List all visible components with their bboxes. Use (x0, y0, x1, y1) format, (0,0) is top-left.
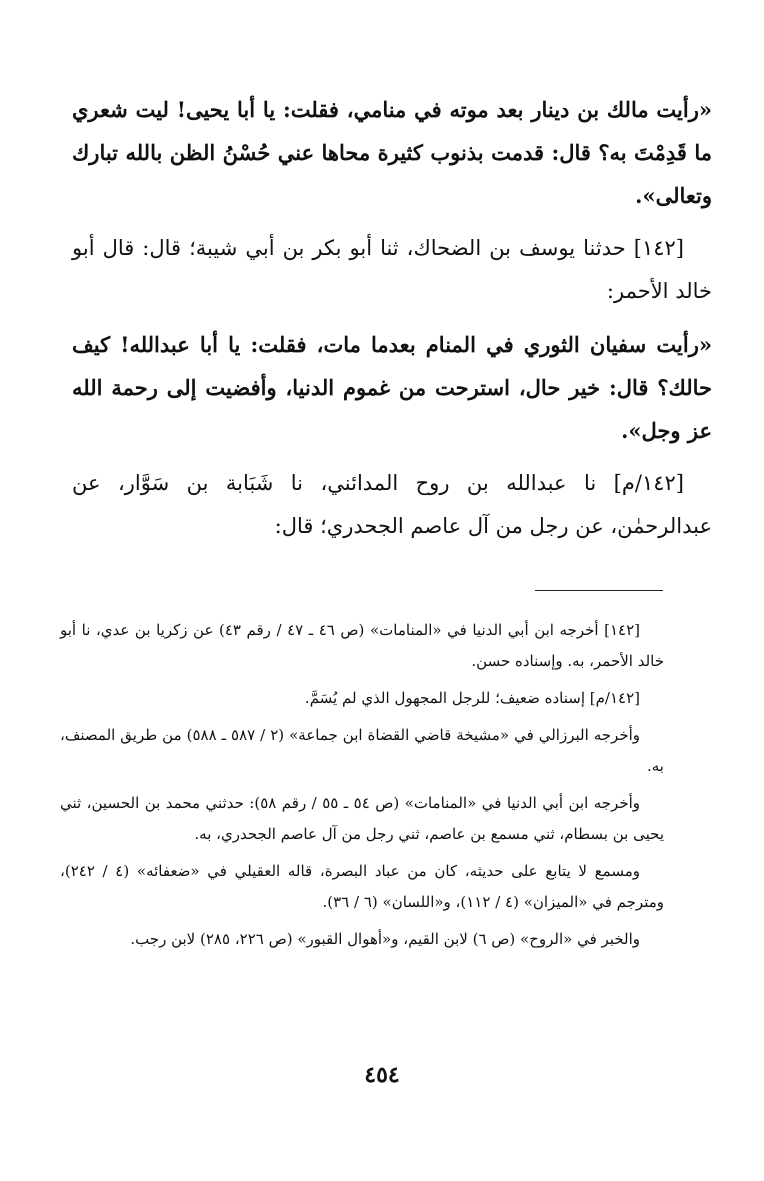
quote-malik-ibn-dinar: «رأيت مالك بن دينار بعد موته في منامي، فقلت: يا أبا يحيى! ليت شعري ما قَدِمْتَ به؟ قال: قدمت بذنوب كثيرة محاها عني حُسْنُ الظن بالله تبارك وتعالى». (72, 97, 712, 208)
isnad-142-m: [١٤٢/م] نا عبدالله بن روح المدائني، نا شَبَابة بن سَوَّار، عن عبدالرحمٰن، عن رجل من آل عاصم الجحدري؛ قال: (72, 471, 712, 538)
quote-sufyan-thawri: «رأيت سفيان الثوري في المنام بعدما مات، فقلت: يا أبا عبدالله! كيف حالك؟ قال: خير حال، استرحت من غموم الدنيا، وأفضيت إلى رحمة الله عز وجل». (72, 332, 712, 443)
footnote-ibn-abi-dunya: وأخرجه ابن أبي الدنيا في «المنامات» (ص ٥٤ ـ ٥٥ / رقم ٥٨): حدثني محمد بن الحسين، ثني يحيى بن بسطام، ثني مسمع بن عاصم، ثني رجل من آل عاصم الجحدري، به. (60, 794, 664, 843)
footnote-misma: ومسمع لا يتابع على حديثه، كان من عباد البصرة، قاله العقيلي في «ضعفائه» (٤ / ٢٤٢)، ومترجم في «الميزان» (٤ / ١١٢)، و«اللسان» (٦ / ٣٦). (60, 862, 664, 911)
footnote-142: [١٤٢] أخرجه ابن أبي الدنيا في «المنامات» (ص ٤٦ ـ ٤٧ / رقم ٤٣) عن زكريا بن عدي، نا أبو خالد الأحمر، به. وإسناده حسن. (60, 621, 664, 670)
footnote-divider (535, 590, 663, 591)
page-number: ٤٥٤ (364, 1062, 400, 1088)
footnote-barzali: وأخرجه البرزالي في «مشيخة قاضي القضاة ابن جماعة» (٢ / ٥٨٧ ـ ٥٨٨) من طريق المصنف، به. (60, 726, 664, 775)
footnote-142-m: [١٤٢/م] إسناده ضعيف؛ للرجل المجهول الذي لم يُسَمَّ. (304, 689, 640, 707)
footnotes (60, 615, 664, 961)
isnad-142: [١٤٢] حدثنا يوسف بن الضحاك، ثنا أبو بكر بن أبي شيبة؛ قال: قال أبو خالد الأحمر: (72, 236, 712, 303)
footnote-ruh: والخبر في «الروح» (ص ٦) لابن القيم، و«أهوال القبور» (ص ٢٢٦، ٢٨٥) لابن رجب. (130, 930, 640, 948)
main-text (72, 88, 712, 558)
